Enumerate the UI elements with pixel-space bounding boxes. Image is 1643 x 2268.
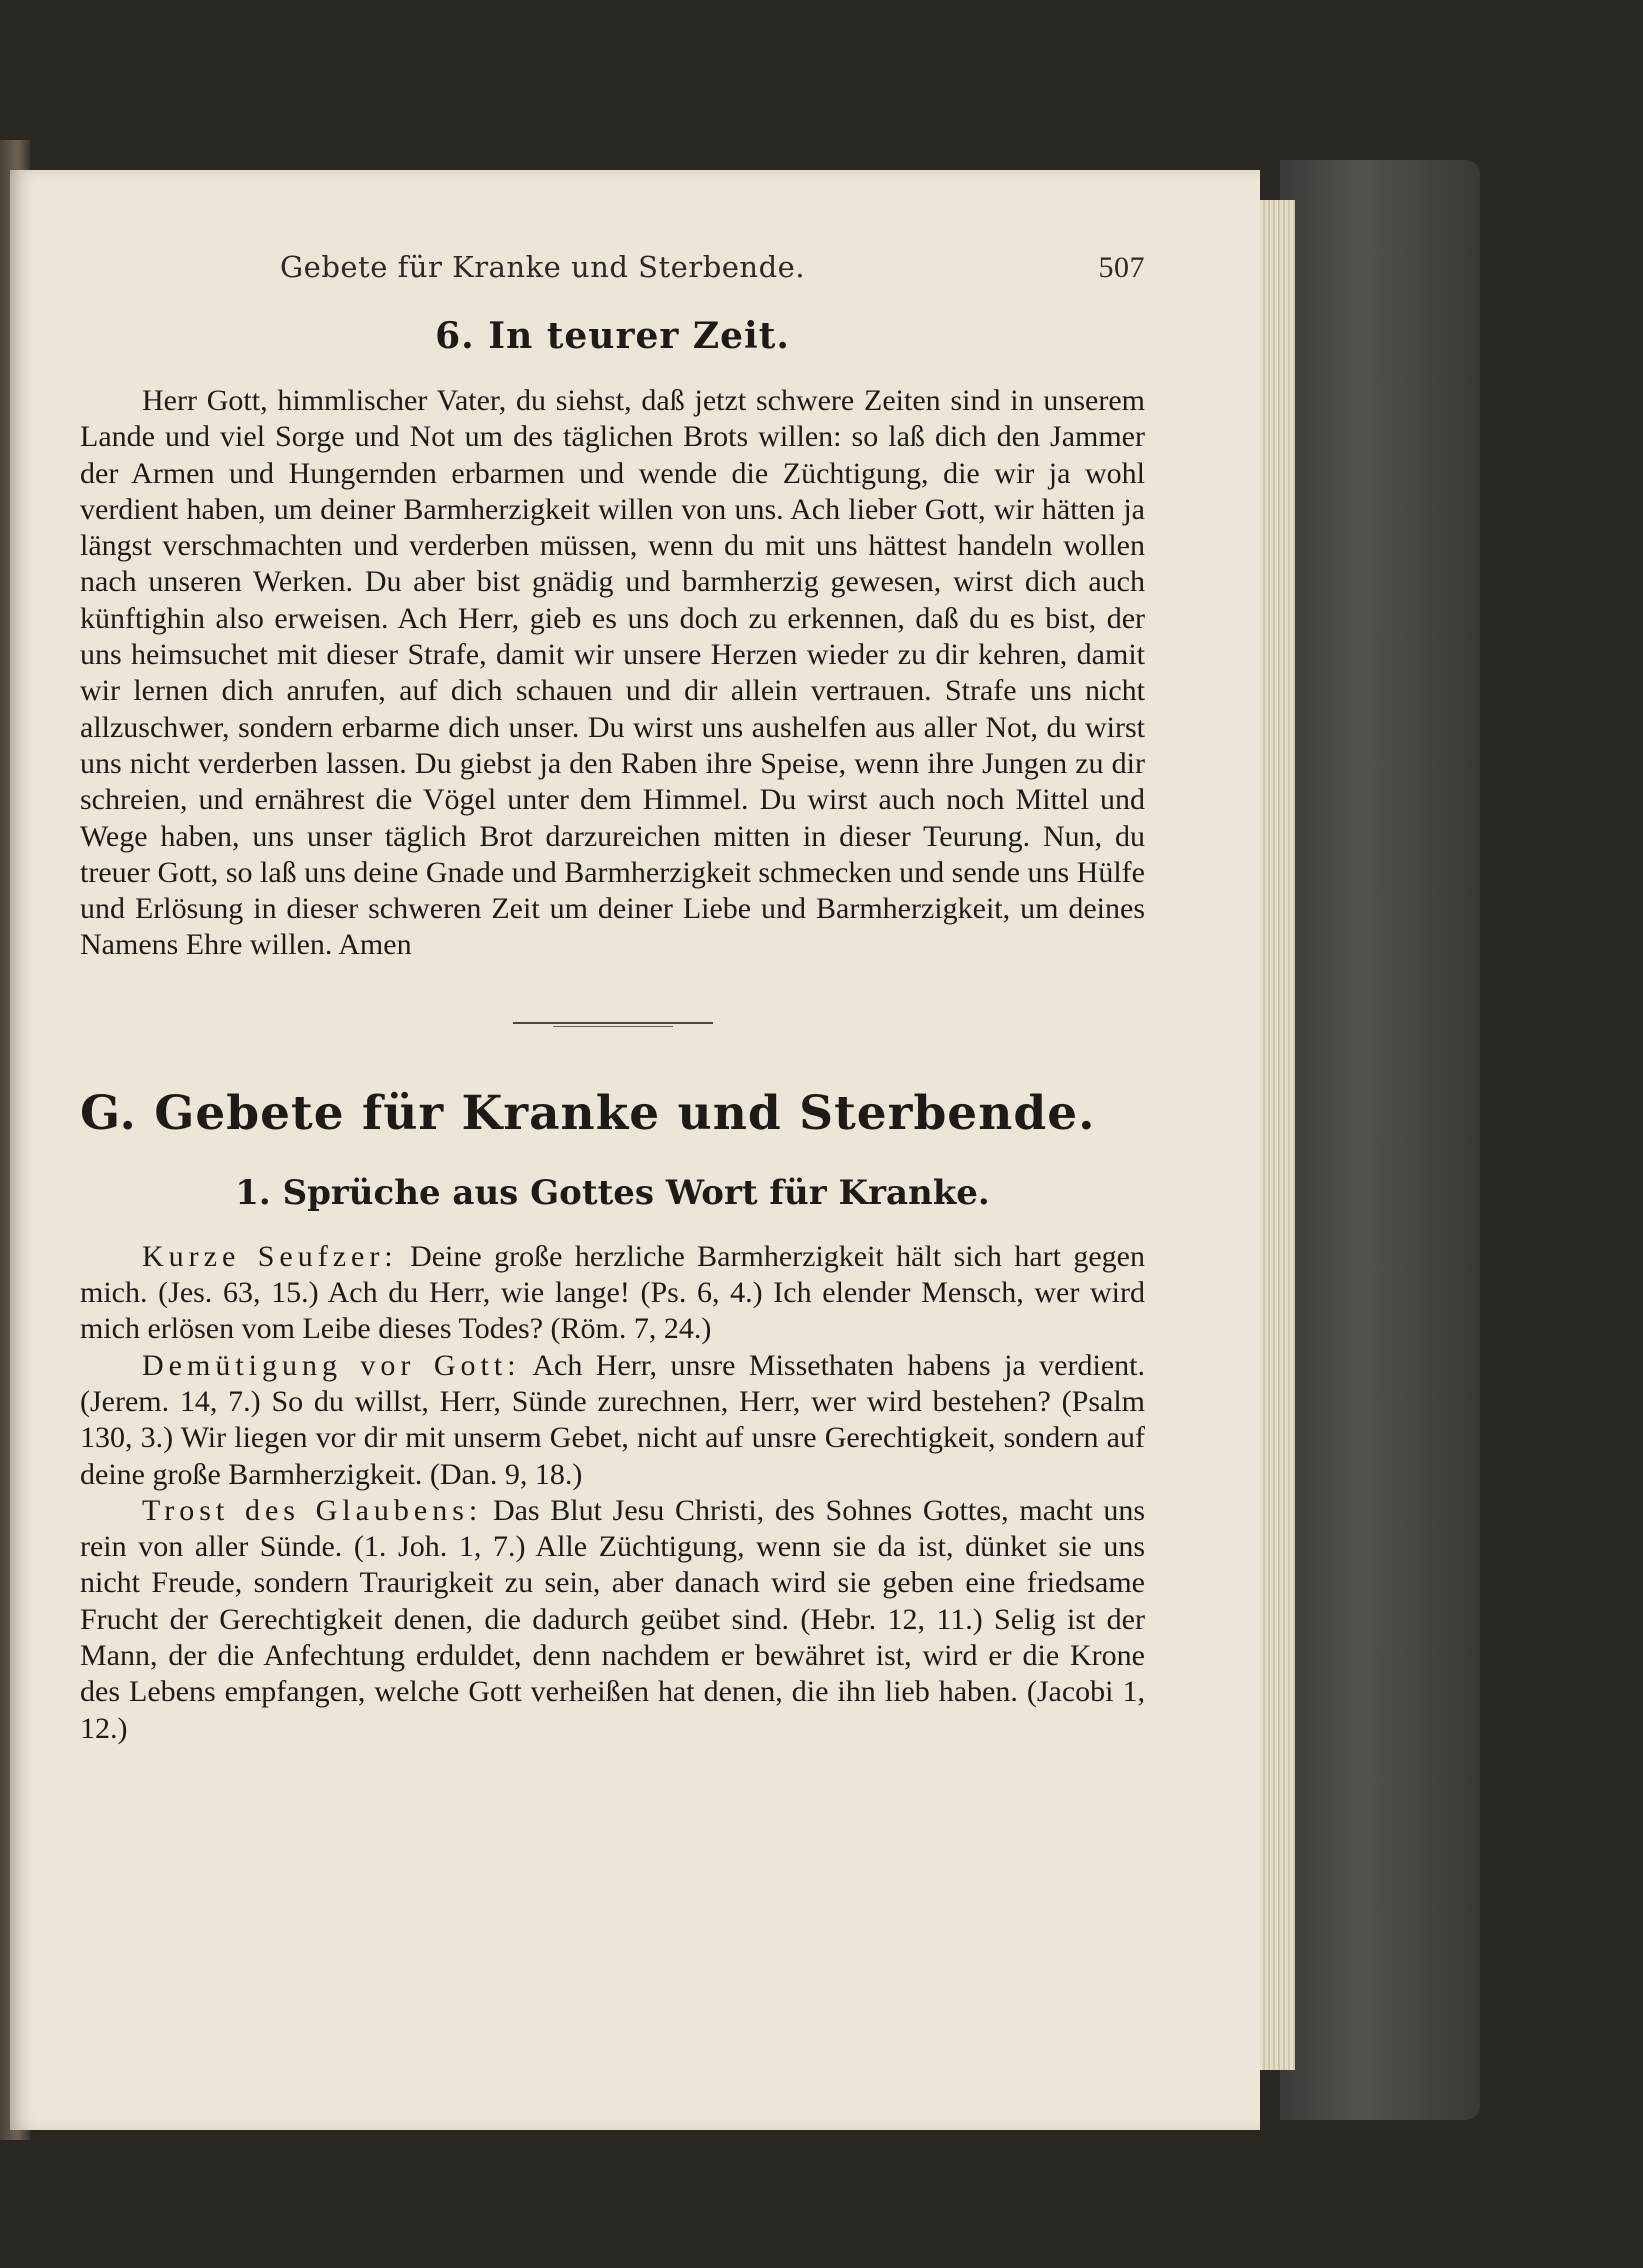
entry-text: Deine große herzliche Barmherzigkeit hält sich hart gegen mich. (Jes. 63, 15.) Ach du Herr, wie lange! (Ps. 6, 4.) Ich elender Mensch, wer wird mich erlösen vom Leibe dieses Todes? (Röm. 7, 24.)	[80, 1239, 1146, 1346]
book-cover-right	[1280, 160, 1480, 2120]
subsection-heading: 1. Sprüche aus Gottes Wort für Kranke.	[235, 1172, 990, 1213]
section-heading-6: 6. In teurer Zeit.	[435, 315, 790, 357]
page-number: 507	[1098, 251, 1145, 284]
entry-text: Das Blut Jesu Christi, des Sohnes Gottes, macht uns rein von aller Sünde. (1. Joh. 1, 7.) Alle Züchtigung, wenn sie da ist, dünket sie uns nicht Freude, sondern Traurigkeit zu sein, aber danach wird sie geben eine friedsame Frucht der Gerechtigkeit denen, die dadurch geübet sind. (Hebr. 12, 11.) Selig ist der Mann, der die Anfechtung erduldet, denn nachdem er bewähret ist, wird er die Krone des Lebens empfangen, welche Gott verheißen hat denen, die ihn lieb haben. (Jacobi 1, 12.)	[80, 1493, 1146, 1745]
prayer-text: Herr Gott, himmlischer Vater, du siehst, daß jetzt schwere Zeiten sind in unserem Lande und viel Sorge und Not um des täglichen Brots willen: so laß dich den Jammer der Armen und Hungernden erbarmen und wende die Züchtigung, die wir ja wohl verdient haben, um deiner Barmherzigkeit willen von uns. Ach lieber Gott, wir hätten ja längst verschmachten und verderben müssen, wenn du mit uns hättest handeln wollen nach unseren Werken. Du aber bist gnädig und barmherzig gewesen, wirst dich auch künftighin also erweisen. Ach Herr, gieb es uns doch zu erkennen, daß du es bist, der uns heimsuchet mit dieser Strafe, damit wir unsere Herzen wieder zu dir kehren, damit wir lernen dich anrufen, auf dich schauen und dir allein vertrauen. Strafe uns nicht allzuschwer, sondern erbarme dich unser. Du wirst uns aushelfen aus aller Not, du wirst uns nicht verderben lassen. Du giebst ja den Raben ihre Speise, wenn ihre Jungen zu dir schreien, und ernährest die Vögel unter dem Himmel. Du wirst auch noch Mittel und Wege haben, uns unser täglich Brot darzureichen mitten in dieser Teurung. Nun, du treuer Gott, so laß uns deine Gnade und Barmherzigkeit schmecken und sende uns Hülfe und Erlösung in dieser schweren Zeit um deiner Liebe und Barmherzigkeit, um deines Namens Ehre willen. Amen	[80, 384, 1145, 962]
running-head-title: Gebete für Kranke und Sterbende.	[280, 250, 806, 284]
text-block	[80, 250, 1145, 1747]
entry-text: Ach Herr, unsre Missethaten habens ja verdient. (Jerem. 14, 7.) So du willst, Herr, Sünde zurechnen, Herr, wer wird bestehen? (Psalm 130, 3.) Wir liegen vor dir mit unserm Gebet, nicht auf unsre Gerechtigkeit, sondern auf deine große Barmherzigkeit. (Dan. 9, 18.)	[80, 1348, 1145, 1491]
entry-lead: Kurze Seufzer:	[142, 1239, 398, 1273]
chapter-heading-g: G. Gebete für Kranke und Sterbende.	[80, 1085, 1096, 1141]
entry-demuetigung	[80, 1348, 1145, 1493]
section-divider	[513, 1022, 713, 1024]
entry-lead: Demütigung vor Gott:	[142, 1348, 521, 1382]
entry-kurze-seufzer	[80, 1239, 1145, 1348]
entry-trost-des-glaubens	[80, 1493, 1145, 1747]
running-head	[280, 250, 1145, 285]
entry-lead: Trost des Glaubens:	[142, 1493, 483, 1527]
book-page	[10, 170, 1260, 2130]
